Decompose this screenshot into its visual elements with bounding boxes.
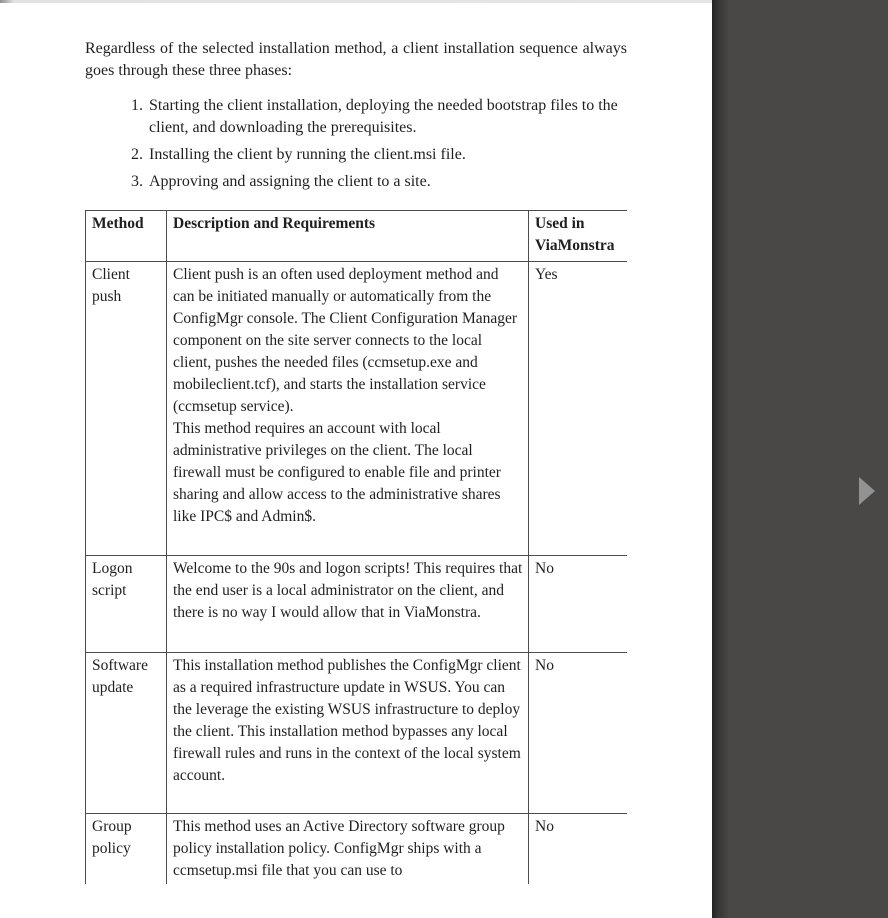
list-item: 1. Starting the client installation, deploying the needed bootstrap files to the client, and downloading the prerequisites. — [147, 95, 627, 139]
next-page-button[interactable] — [846, 467, 888, 515]
window-top-edge — [0, 0, 712, 3]
method-cell: Client push — [86, 262, 167, 556]
column-header-description: Description and Requirements — [167, 211, 529, 262]
method-cell: Software update — [86, 653, 167, 814]
page-content — [85, 38, 627, 884]
method-cell: Group policy — [86, 814, 167, 885]
table-row — [86, 814, 628, 885]
reader-side-panel — [712, 0, 888, 918]
used-in-cell: No — [529, 653, 628, 814]
intro-paragraph: Regardless of the selected installation method, a client installation sequence always goes through these three phases: — [85, 40, 627, 79]
next-page-arrow-icon — [859, 477, 875, 505]
table-row — [86, 653, 628, 814]
used-in-cell: Yes — [529, 262, 628, 556]
list-item: 3. Approving and assigning the client to a site. — [147, 171, 627, 193]
description-cell: Client push is an often used deployment method and can be initiated manually or automatically from the ConfigMgr console. The Client Configuration Manager component on the site server connects to the local client, pushes the needed files (ccmsetup.exe and mobileclient.tcf), and starts the installation service (ccmsetup service). This method requires an account with local administrative privileges on the client. The local firewall must be configured to enable file and printer sharing and allow access to the administrative shares like IPC$ and Admin$. — [167, 262, 529, 556]
table-row — [86, 556, 628, 653]
methods-table — [85, 210, 627, 884]
used-in-cell: No — [529, 814, 628, 885]
table-clip-region — [85, 210, 627, 884]
table-header-row — [86, 211, 628, 262]
column-header-method: Method — [86, 211, 167, 262]
table-row — [86, 262, 628, 556]
used-in-cell: No — [529, 556, 628, 653]
description-cell: Welcome to the 90s and logon scripts! This requires that the end user is a local administrator on the client, and there is no way I would allow that in ViaMonstra. — [167, 556, 529, 653]
description-cell: This method uses an Active Directory software group policy installation policy. ConfigMgr ships with a ccmsetup.msi file that you can use to — [167, 814, 529, 885]
description-cell: This installation method publishes the ConfigMgr client as a required infrastructure update in WSUS. You can the leverage the existing WSUS infrastructure to deploy the client. This installation method bypasses any local firewall rules and runs in the context of the local system account. — [167, 653, 529, 814]
column-header-used-in: Used in ViaMonstra — [529, 211, 628, 262]
list-item: 2. Installing the client by running the client.msi file. — [147, 144, 627, 166]
installation-steps-list — [85, 95, 627, 193]
method-cell: Logon script — [86, 556, 167, 653]
